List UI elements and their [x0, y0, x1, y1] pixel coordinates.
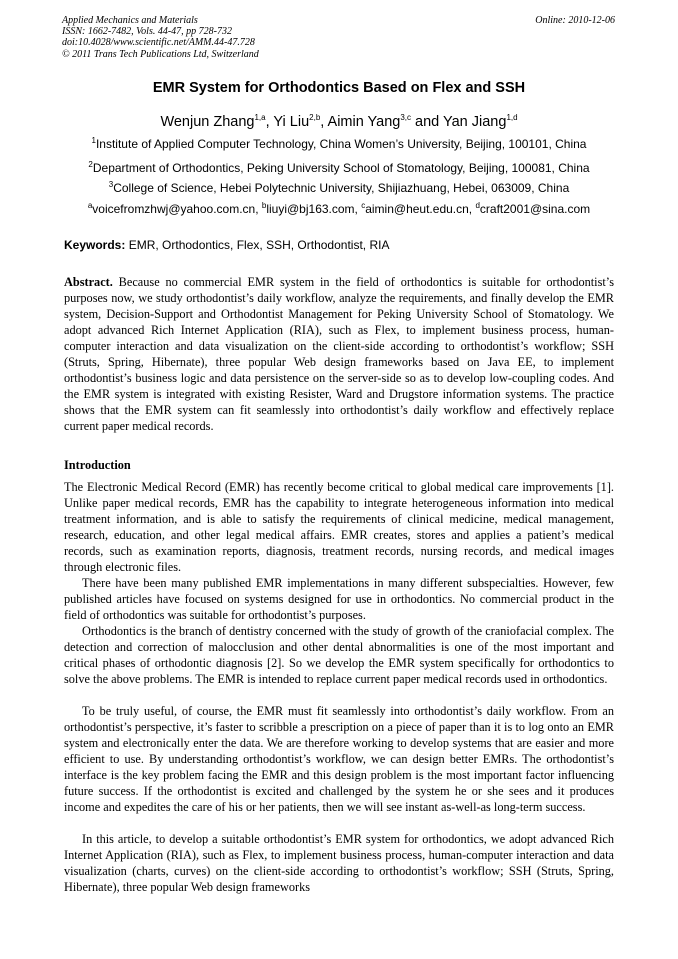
issn: ISSN: 1662-7482, Vols. 44-47, pp 728-732	[62, 26, 232, 38]
abstract	[64, 274, 614, 434]
abstract-text: Because no commercial EMR system in the field of orthodontics is suitable for orthodontist’s purposes now, we study orthodontist’s daily workflow, analyze the requirements, and finally develop the EMR system, Decision-Support and Orthodontist Management for Peking University School of Stomatology. We adopt advanced Rich Internet Application (RIA), such as Flex, to implement business process, human-computer interaction and data visualization on the client-side according to orthodontist’s workflow; SSH (Struts, Spring, Hibernate), three popular Web design frameworks based on Java EE, to implement orthodontist’s business logic and data persistence on the server-side so as to develop low-coupling codes. And the EMR system is integrated with existing Resister, Ward and Drugstore information systems. The practice shows that the EMR system can fit seamlessly into orthodontist’s daily workflow and effectively replace current paper medical records.	[64, 275, 614, 434]
paragraph: In this article, to develop a suitable orthodontist’s EMR system for orthodontics, we adopt advanced Rich Internet Application (RIA), such as Flex, to implement business process, human-computer interaction and data visualization (charts, curves) on the client-side according to orthodontist’s workflow; SSH (Struts, Spring, Hibernate), three popular Web design frameworks	[64, 832, 614, 895]
author-sup: 1,a	[254, 113, 266, 123]
affiliation: $^1$Institute of Applied Computer Technology, China Women’s University, Beijing, 100101, China	[91, 136, 587, 151]
keywords-text: EMR, Orthodontics, Flex, SSH, Orthodontist, RIA	[125, 238, 390, 252]
journal-name: Applied Mechanics and Materials	[62, 15, 198, 26]
keywords-label: Keywords:	[64, 238, 126, 252]
paragraph: The Electronic Medical Record (EMR) has recently become critical to global medical care improvements [1]. Unlike paper medical records, EMR has the capability to integrate heterogeneous information into medical treatment information, and is able to satisfy the requirements of clinical medicine, medical management, research, education, and other legal medical affairs. EMR creates, stores and applies a patient’s medical records, such as examination reports, diagnosis, treatment records, nursing records, and medical images through electronic files.	[64, 480, 614, 575]
doi: doi:10.4028/www.scientific.net/AMM.44-47.728	[62, 37, 255, 49]
affiliation: $^2$Department of Orthodontics, Peking University School of Stomatology, Beijing, 100081, China	[88, 160, 590, 175]
author-name: Yan Jiang	[443, 114, 507, 130]
running-header	[62, 15, 615, 60]
author-list: Wenjun Zhang$^{1,a}$, Yi Liu$^{2,b}$, Aimin Yang$^{3,c}$ and Yan Jiang$^{1,d}$	[160, 113, 518, 130]
author-sup: 3,c	[400, 113, 412, 123]
online-date: Online: 2010-12-06	[535, 15, 615, 26]
author-sup: 1,d	[506, 113, 518, 123]
author-name: Aimin Yang	[327, 114, 401, 130]
paragraph: Orthodontics is the branch of dentistry concerned with the study of growth of the craniofacial complex. The detection and correction of malocclusion and other dental abnormalities is one of the most important and critical phases of orthodontic diagnosis [2]. So we develop the EMR system specifically for orthodontics to solve the above problems. The EMR is intended to replace current paper medical records used in orthodontics.	[64, 624, 614, 687]
author-name: Yi Liu	[273, 114, 310, 130]
paragraph: There have been many published EMR implementations in many different subspecialties. However, few published articles have focused on systems designed for use in orthodontics. No commercial product in the field of orthodontics was suitable for orthodontist’s purposes.	[64, 576, 614, 623]
abstract-label: Abstract.	[64, 275, 113, 289]
author-name: Wenjun Zhang	[160, 114, 255, 130]
copyright: © 2011 Trans Tech Publications Ltd, Switzerland	[62, 48, 259, 60]
section-heading: Introduction	[64, 458, 131, 472]
affiliation: $^3$College of Science, Hebei Polytechnic University, Shijiazhuang, Hebei, 063009, China	[108, 180, 570, 195]
keywords	[64, 238, 389, 252]
paragraph: To be truly useful, of course, the EMR must fit seamlessly into orthodontist’s daily workflow. From an orthodontist’s perspective, it’s faster to scribble a prescription on a piece of paper than it is to log onto an EMR system and electronically enter the data. We are therefore working to develop systems that are easier and more efficient to use. By understanding orthodontist’s workflow, we can design better EMRs. The orthodontist’s interface is the key problem facing the EMR and this design problem is the most important factor influencing future success. If the orthodontist is excited and challenged by the system he or she sees and it produces income and expedites the care of his or her patients, then we will see instant as-well-as long-term success.	[64, 704, 614, 815]
email-line: $^a$voicefromzhwj@yahoo.com.cn, $^b$liuyi@bj163.com, $^c$aimin@heut.edu.cn, $^d$craft2001@sina.com	[87, 201, 591, 216]
author-sup: 2,b	[309, 113, 321, 123]
paper-title: EMR System for Orthodontics Based on Flex and SSH	[152, 80, 526, 96]
